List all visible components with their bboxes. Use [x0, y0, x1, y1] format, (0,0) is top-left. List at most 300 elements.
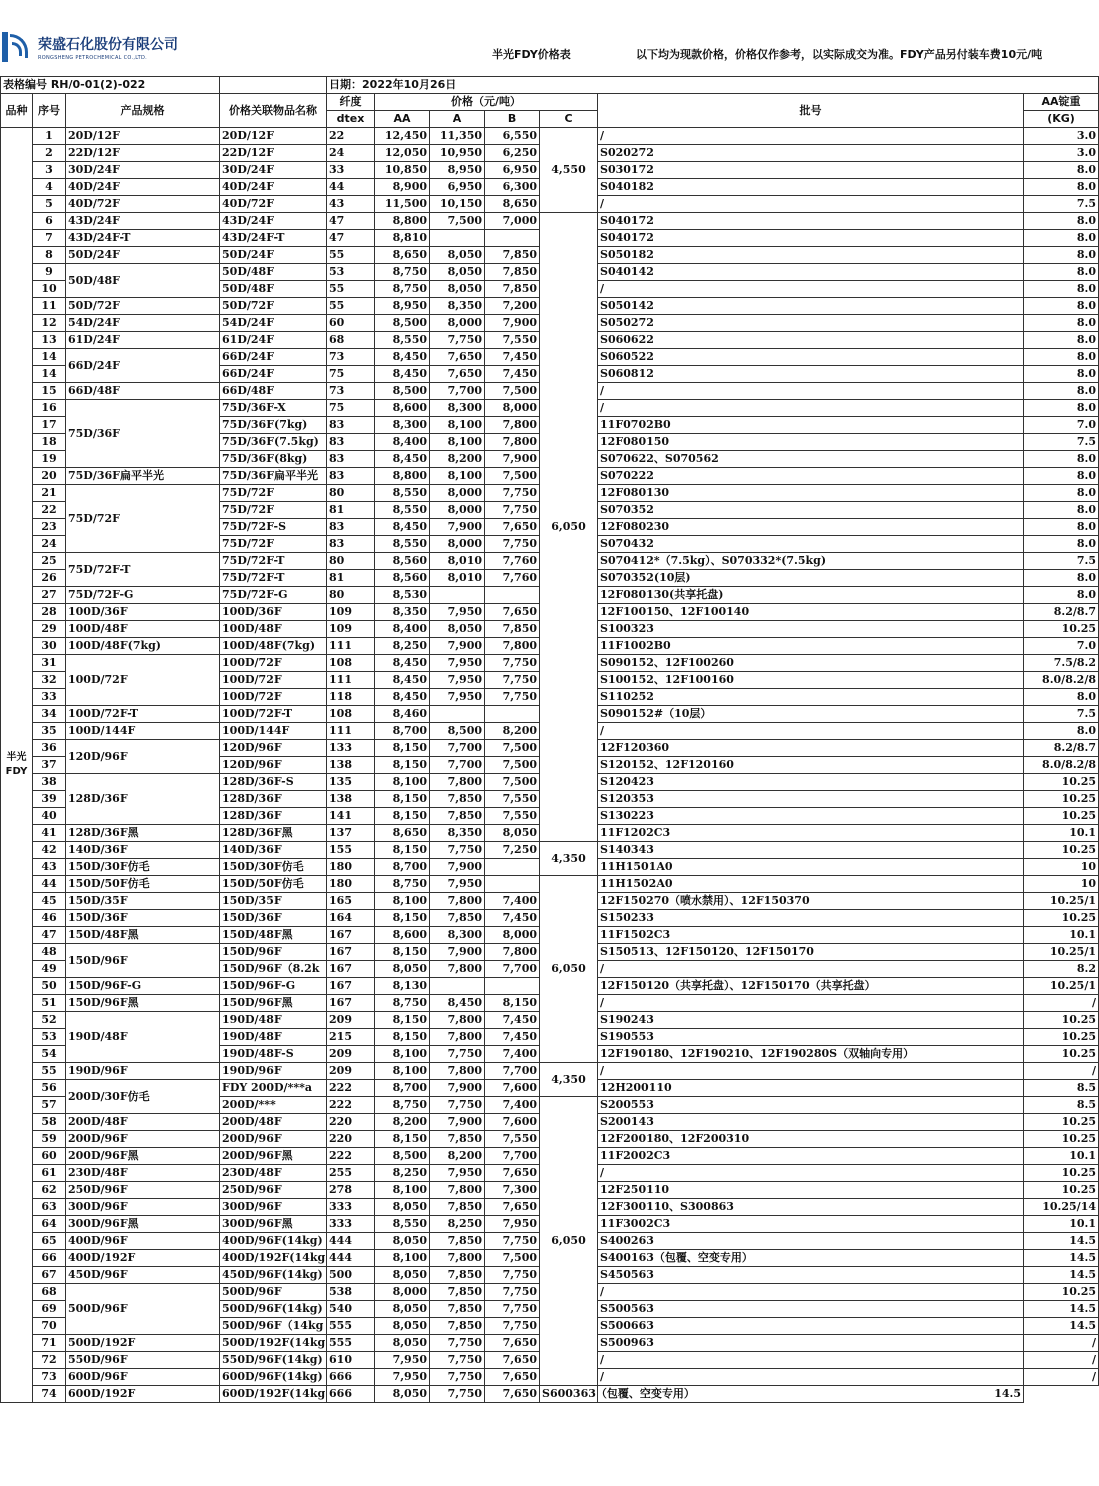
spec-cell: 22D/12F [66, 145, 220, 162]
seq-cell: 12 [33, 315, 66, 332]
seq-cell: 38 [33, 774, 66, 791]
price-aa-cell: 8,050 [375, 1335, 430, 1352]
seq-cell: 54 [33, 1046, 66, 1063]
related-name-cell: 75D/72F [220, 485, 327, 502]
price-b-cell: 7,850 [485, 247, 540, 264]
price-b-cell [485, 230, 540, 247]
dtex-cell: 137 [327, 825, 375, 842]
batch-cell: S100323 [598, 621, 1024, 638]
weight-cell: 7.5 [1024, 196, 1099, 213]
seq-cell: 35 [33, 723, 66, 740]
weight-cell: 7.5 [1024, 706, 1099, 723]
price-a-cell: 8,010 [430, 570, 485, 587]
batch-cell: 11F2002C3 [598, 1148, 1024, 1165]
related-name-cell: 100D/72F [220, 655, 327, 672]
price-a-cell: 8,100 [430, 434, 485, 451]
seq-cell: 57 [33, 1097, 66, 1114]
weight-cell: 8.0 [1024, 689, 1099, 706]
seq-cell: 8 [33, 247, 66, 264]
seq-cell: 40 [33, 808, 66, 825]
seq-cell: 62 [33, 1182, 66, 1199]
weight-cell: 8.0 [1024, 315, 1099, 332]
spec-cell: 100D/72F-T [66, 706, 220, 723]
price-aa-cell: 8,460 [375, 706, 430, 723]
spec-cell: 100D/144F [66, 723, 220, 740]
dtex-cell: 83 [327, 536, 375, 553]
batch-cell: S040182 [598, 179, 1024, 196]
spec-cell: 100D/72F [66, 655, 220, 706]
price-b-cell: 7,300 [485, 1182, 540, 1199]
price-a-cell: 7,800 [430, 1029, 485, 1046]
weight-cell: 10.25/1 [1024, 944, 1099, 961]
price-b-cell: 7,450 [485, 1029, 540, 1046]
price-aa-cell: 8,250 [375, 1165, 430, 1182]
batch-cell: S100152、12F100160 [598, 672, 1024, 689]
seq-cell: 46 [33, 910, 66, 927]
spec-cell: 150D/30F仿毛 [66, 859, 220, 876]
seq-cell: 13 [33, 332, 66, 349]
dtex-cell: 81 [327, 502, 375, 519]
related-name-cell: 75D/72F-T [220, 570, 327, 587]
spec-cell: 75D/36F [66, 400, 220, 468]
price-aa-cell: 8,050 [375, 1233, 430, 1250]
seq-cell: 9 [33, 264, 66, 281]
batch-cell: 11F1202C3 [598, 825, 1024, 842]
price-b-cell: 7,000 [485, 213, 540, 230]
weight-cell: 14.5 [1024, 1267, 1099, 1284]
batch-cell: 12F120360 [598, 740, 1024, 757]
batch-cell: S060812 [598, 366, 1024, 383]
price-b-cell: 7,950 [485, 1216, 540, 1233]
related-name-cell: 22D/12F [220, 145, 327, 162]
price-aa-cell: 8,150 [375, 791, 430, 808]
price-a-cell: 7,850 [430, 1318, 485, 1335]
price-b-cell: 7,800 [485, 434, 540, 451]
spec-cell: 75D/72F [66, 485, 220, 553]
price-aa-cell: 8,150 [375, 1029, 430, 1046]
dtex-cell: 540 [327, 1301, 375, 1318]
batch-cell: S120353 [598, 791, 1024, 808]
dtex-cell: 80 [327, 553, 375, 570]
dtex-cell: 80 [327, 485, 375, 502]
spec-cell: 500D/96F [66, 1284, 220, 1335]
price-b-cell: 7,760 [485, 553, 540, 570]
spec-cell: 75D/72F-G [66, 587, 220, 604]
seq-cell: 59 [33, 1131, 66, 1148]
table-row [1, 213, 1099, 230]
price-c-cell: 4,350 [540, 1063, 598, 1097]
spec-cell: 43D/24F-T [66, 230, 220, 247]
weight-cell: / [1024, 1335, 1099, 1352]
seq-cell: 19 [33, 451, 66, 468]
weight-cell: 8.0 [1024, 519, 1099, 536]
price-c-cell: 4,350 [540, 842, 598, 876]
spec-cell: 400D/192F [66, 1250, 220, 1267]
price-b-cell: 7,550 [485, 332, 540, 349]
related-name-cell: 54D/24F [220, 315, 327, 332]
dtex-cell: 167 [327, 927, 375, 944]
company-logo-icon [2, 32, 28, 62]
price-b-cell: 7,760 [485, 570, 540, 587]
price-a-cell: 8,500 [430, 723, 485, 740]
seq-cell: 23 [33, 519, 66, 536]
batch-cell: S020272 [598, 145, 1024, 162]
price-aa-cell: 7,950 [375, 1369, 430, 1386]
related-name-cell: 150D/96F（8.2k [220, 961, 327, 978]
price-table [0, 76, 1099, 1403]
weight-cell: 8.5 [1024, 1080, 1099, 1097]
related-name-cell: 190D/96F [220, 1063, 327, 1080]
weight-cell: / [1024, 995, 1099, 1012]
spec-cell: 190D/96F [66, 1063, 220, 1080]
dtex-cell: 220 [327, 1131, 375, 1148]
price-aa-cell: 10,850 [375, 162, 430, 179]
price-aa-cell: 8,550 [375, 332, 430, 349]
weight-cell: 3.0 [1024, 128, 1099, 145]
price-aa-cell: 8,100 [375, 893, 430, 910]
price-b-cell: 7,500 [485, 1250, 540, 1267]
seq-cell: 25 [33, 553, 66, 570]
batch-cell: 12F300110、S300863 [598, 1199, 1024, 1216]
dtex-cell: 109 [327, 604, 375, 621]
related-name-cell: 120D/96F [220, 740, 327, 757]
price-a-cell: 7,750 [430, 1046, 485, 1063]
price-a-cell: 8,350 [430, 298, 485, 315]
related-name-cell: 400D/96F(14kg) [220, 1233, 327, 1250]
weight-cell: 8.0 [1024, 723, 1099, 740]
price-b-cell: 7,750 [485, 1318, 540, 1335]
batch-cell: 12F190180、12F190210、12F190280S（双轴向专用） [598, 1046, 1024, 1063]
price-aa-cell: 8,450 [375, 451, 430, 468]
price-a-cell: 7,650 [430, 349, 485, 366]
price-aa-cell: 8,050 [375, 1199, 430, 1216]
dtex-cell: 155 [327, 842, 375, 859]
batch-cell: S040142 [598, 264, 1024, 281]
spec-cell: 190D/48F [66, 1012, 220, 1063]
seq-cell: 64 [33, 1216, 66, 1233]
weight-cell: 8.0/8.2/8 [1024, 757, 1099, 774]
dtex-cell: 111 [327, 638, 375, 655]
dtex-cell: 118 [327, 689, 375, 706]
seq-cell: 33 [33, 689, 66, 706]
related-name-cell: 100D/72F-T [220, 706, 327, 723]
seq-cell: 18 [33, 434, 66, 451]
col-a: A [430, 111, 485, 128]
price-a-cell: 7,950 [430, 876, 485, 893]
weight-cell: 10.25 [1024, 1114, 1099, 1131]
price-a-cell: 7,850 [430, 1131, 485, 1148]
seq-cell: 56 [33, 1080, 66, 1097]
batch-cell: S600363（包覆、空变专用） [540, 1386, 598, 1403]
price-aa-cell: 8,450 [375, 655, 430, 672]
price-aa-cell: 8,550 [375, 502, 430, 519]
price-aa-cell: 8,600 [375, 400, 430, 417]
seq-cell: 14 [33, 366, 66, 383]
dtex-cell: 83 [327, 417, 375, 434]
weight-cell: 10.25/1 [1024, 893, 1099, 910]
weight-cell: 10.1 [1024, 1216, 1099, 1233]
price-b-cell: 7,650 [485, 1386, 540, 1403]
batch-cell: 12F080230 [598, 519, 1024, 536]
batch-cell: 11H1502A0 [598, 876, 1024, 893]
dtex-cell: 666 [327, 1386, 375, 1403]
batch-cell: 11H1501A0 [598, 859, 1024, 876]
price-a-cell: 7,850 [430, 808, 485, 825]
dtex-cell: 44 [327, 179, 375, 196]
spec-cell: 150D/96F黑 [66, 995, 220, 1012]
related-name-cell: 200D/96F [220, 1131, 327, 1148]
seq-cell: 20 [33, 468, 66, 485]
price-b-cell: 8,000 [485, 400, 540, 417]
weight-cell: 8.0 [1024, 485, 1099, 502]
price-a-cell: 7,900 [430, 859, 485, 876]
dtex-cell: 209 [327, 1046, 375, 1063]
price-b-cell: 7,500 [485, 774, 540, 791]
dtex-cell: 538 [327, 1284, 375, 1301]
seq-cell: 27 [33, 587, 66, 604]
weight-cell: 10.25/14 [1024, 1199, 1099, 1216]
dtex-cell: 80 [327, 587, 375, 604]
seq-cell: 74 [33, 1386, 66, 1403]
col-price-group: 价格（元/吨） [375, 94, 598, 111]
price-a-cell: 8,350 [430, 825, 485, 842]
seq-cell: 16 [33, 400, 66, 417]
price-b-cell: 8,000 [485, 927, 540, 944]
price-aa-cell: 8,800 [375, 213, 430, 230]
company-name-en: RONGSHENG PETROCHEMICAL CO.,LTD. [38, 55, 148, 61]
price-b-cell: 7,750 [485, 689, 540, 706]
batch-cell: S030172 [598, 162, 1024, 179]
price-b-cell [485, 876, 540, 893]
price-b-cell: 7,750 [485, 502, 540, 519]
batch-cell: S090152、12F100260 [598, 655, 1024, 672]
price-aa-cell: 8,700 [375, 1080, 430, 1097]
price-c-cell: 6,050 [540, 1097, 598, 1386]
weight-cell: 8.0 [1024, 247, 1099, 264]
related-name-cell: 30D/24F [220, 162, 327, 179]
price-aa-cell: 8,130 [375, 978, 430, 995]
spec-cell: 150D/36F [66, 910, 220, 927]
dtex-cell: 444 [327, 1233, 375, 1250]
related-name-cell: 75D/36F扁平半光 [220, 468, 327, 485]
related-name-cell: 75D/36F-X [220, 400, 327, 417]
price-a-cell: 8,000 [430, 485, 485, 502]
dtex-cell: 47 [327, 213, 375, 230]
price-a-cell: 7,850 [430, 791, 485, 808]
document-header [0, 28, 1079, 68]
form-number: 表格编号 RH/0-01(2)-022 [1, 77, 220, 94]
seq-cell: 1 [33, 128, 66, 145]
price-a-cell: 7,950 [430, 604, 485, 621]
weight-cell: 7.5/8.2 [1024, 655, 1099, 672]
spec-cell: 600D/192F [66, 1386, 220, 1403]
spec-cell: 230D/48F [66, 1165, 220, 1182]
col-related-name: 价格关联物品名称 [220, 94, 327, 128]
batch-cell: S040172 [598, 213, 1024, 230]
price-c-cell: 4,550 [540, 128, 598, 213]
spec-cell: 66D/24F [66, 349, 220, 383]
price-a-cell: 7,800 [430, 893, 485, 910]
batch-cell: 12F150120（共享托盘）、12F150170（共享托盘） [598, 978, 1024, 995]
price-b-cell: 7,200 [485, 298, 540, 315]
dtex-cell: 222 [327, 1080, 375, 1097]
spec-cell: 500D/192F [66, 1335, 220, 1352]
spec-cell: 600D/96F [66, 1369, 220, 1386]
price-b-cell: 7,650 [485, 1335, 540, 1352]
price-c-cell: 6,050 [540, 876, 598, 1063]
dtex-cell: 138 [327, 791, 375, 808]
seq-cell: 41 [33, 825, 66, 842]
price-a-cell: 7,950 [430, 672, 485, 689]
dtex-cell: 75 [327, 366, 375, 383]
dtex-cell: 666 [327, 1369, 375, 1386]
related-name-cell: 61D/24F [220, 332, 327, 349]
dtex-cell: 278 [327, 1182, 375, 1199]
price-a-cell: 7,700 [430, 757, 485, 774]
weight-cell: 10.25 [1024, 808, 1099, 825]
price-b-cell: 7,650 [485, 519, 540, 536]
seq-cell: 48 [33, 944, 66, 961]
related-name-cell: 190D/48F [220, 1029, 327, 1046]
spec-cell: 100D/48F [66, 621, 220, 638]
price-aa-cell: 8,450 [375, 672, 430, 689]
related-name-cell: 50D/24F [220, 247, 327, 264]
weight-cell: 8.2/8.7 [1024, 604, 1099, 621]
company-name-cn: 荣盛石化股份有限公司 [38, 37, 178, 53]
price-b-cell: 7,850 [485, 621, 540, 638]
col-aa: AA [375, 111, 430, 128]
batch-cell: S060522 [598, 349, 1024, 366]
seq-cell: 29 [33, 621, 66, 638]
price-a-cell: 7,800 [430, 961, 485, 978]
price-aa-cell: 8,700 [375, 723, 430, 740]
price-aa-cell: 8,150 [375, 808, 430, 825]
weight-cell: 8.2/8.7 [1024, 740, 1099, 757]
batch-cell: 12F080130(共享托盘) [598, 587, 1024, 604]
seq-cell: 71 [33, 1335, 66, 1352]
price-aa-cell: 8,400 [375, 434, 430, 451]
price-aa-cell: 8,300 [375, 417, 430, 434]
price-a-cell: 8,300 [430, 400, 485, 417]
dtex-cell: 167 [327, 995, 375, 1012]
weight-cell: 8.0 [1024, 332, 1099, 349]
seq-cell: 15 [33, 383, 66, 400]
spec-cell: 50D/24F [66, 247, 220, 264]
related-name-cell: 75D/72F-T [220, 553, 327, 570]
weight-cell: 8.0 [1024, 383, 1099, 400]
weight-cell: 10.25 [1024, 791, 1099, 808]
price-b-cell: 8,650 [485, 196, 540, 213]
seq-cell: 67 [33, 1267, 66, 1284]
dtex-cell: 167 [327, 978, 375, 995]
spec-cell: 250D/96F [66, 1182, 220, 1199]
price-a-cell: 6,950 [430, 179, 485, 196]
weight-cell: 8.0 [1024, 349, 1099, 366]
document-title: 半光FDY价格表 [492, 48, 571, 61]
price-b-cell: 7,750 [485, 536, 540, 553]
related-name-cell: 75D/72F [220, 536, 327, 553]
seq-cell: 65 [33, 1233, 66, 1250]
seq-cell: 26 [33, 570, 66, 587]
price-date: 日期：2022年10月26日 [327, 77, 1099, 94]
seq-cell: 53 [33, 1029, 66, 1046]
related-name-cell: 500D/96F(14kg) [220, 1301, 327, 1318]
batch-cell: S190243 [598, 1012, 1024, 1029]
dtex-cell: 167 [327, 944, 375, 961]
dtex-cell: 500 [327, 1267, 375, 1284]
variety-cell: 半光 FDY [1, 128, 33, 1403]
price-a-cell: 7,900 [430, 944, 485, 961]
price-aa-cell: 8,750 [375, 995, 430, 1012]
weight-cell: 10.25 [1024, 774, 1099, 791]
related-name-cell: 600D/192F(14kg [220, 1386, 327, 1403]
dtex-cell: 24 [327, 145, 375, 162]
dtex-cell: 220 [327, 1114, 375, 1131]
weight-cell: 10.25 [1024, 1182, 1099, 1199]
weight-cell: 10.1 [1024, 927, 1099, 944]
seq-cell: 52 [33, 1012, 66, 1029]
batch-cell: S120423 [598, 774, 1024, 791]
batch-cell: / [598, 1352, 1024, 1369]
price-b-cell [485, 706, 540, 723]
col-seq: 序号 [33, 94, 66, 128]
batch-cell: / [598, 1165, 1024, 1182]
dtex-cell: 73 [327, 383, 375, 400]
seq-cell: 42 [33, 842, 66, 859]
price-aa-cell: 8,500 [375, 1148, 430, 1165]
batch-cell: 12F100150、12F100140 [598, 604, 1024, 621]
header-row-1 [1, 94, 1099, 111]
dtex-cell: 60 [327, 315, 375, 332]
weight-cell: 14.5 [1024, 1250, 1099, 1267]
weight-cell: 10.25 [1024, 910, 1099, 927]
dtex-cell: 209 [327, 1063, 375, 1080]
price-a-cell [430, 587, 485, 604]
dtex-cell: 180 [327, 876, 375, 893]
price-b-cell: 6,550 [485, 128, 540, 145]
batch-cell: S040172 [598, 230, 1024, 247]
price-aa-cell: 8,900 [375, 179, 430, 196]
batch-cell: / [598, 281, 1024, 298]
batch-cell: 12F150270（喷水禁用）、12F150370 [598, 893, 1024, 910]
price-a-cell: 8,050 [430, 247, 485, 264]
price-b-cell: 7,500 [485, 740, 540, 757]
seq-cell: 14 [33, 349, 66, 366]
weight-cell: / [1024, 1369, 1099, 1386]
weight-cell: 8.0/8.2/8 [1024, 672, 1099, 689]
related-name-cell: 128D/36F黑 [220, 825, 327, 842]
dtex-cell: 180 [327, 859, 375, 876]
weight-cell: 14.5 [1024, 1318, 1099, 1335]
related-name-cell: 66D/24F [220, 366, 327, 383]
seq-cell: 3 [33, 162, 66, 179]
related-name-cell: FDY 200D/***a [220, 1080, 327, 1097]
dtex-cell: 164 [327, 910, 375, 927]
related-name-cell: 190D/48F-S [220, 1046, 327, 1063]
price-b-cell: 7,550 [485, 791, 540, 808]
spec-cell: 40D/24F [66, 179, 220, 196]
price-aa-cell: 8,350 [375, 604, 430, 621]
batch-cell: S400163（包覆、空变专用） [598, 1250, 1024, 1267]
price-aa-cell: 8,450 [375, 366, 430, 383]
price-a-cell: 7,850 [430, 1301, 485, 1318]
table-row [1, 1063, 1099, 1080]
price-a-cell [430, 978, 485, 995]
related-name-cell: 100D/48F [220, 621, 327, 638]
seq-cell: 22 [33, 502, 66, 519]
batch-cell: / [598, 196, 1024, 213]
seq-cell: 44 [33, 876, 66, 893]
